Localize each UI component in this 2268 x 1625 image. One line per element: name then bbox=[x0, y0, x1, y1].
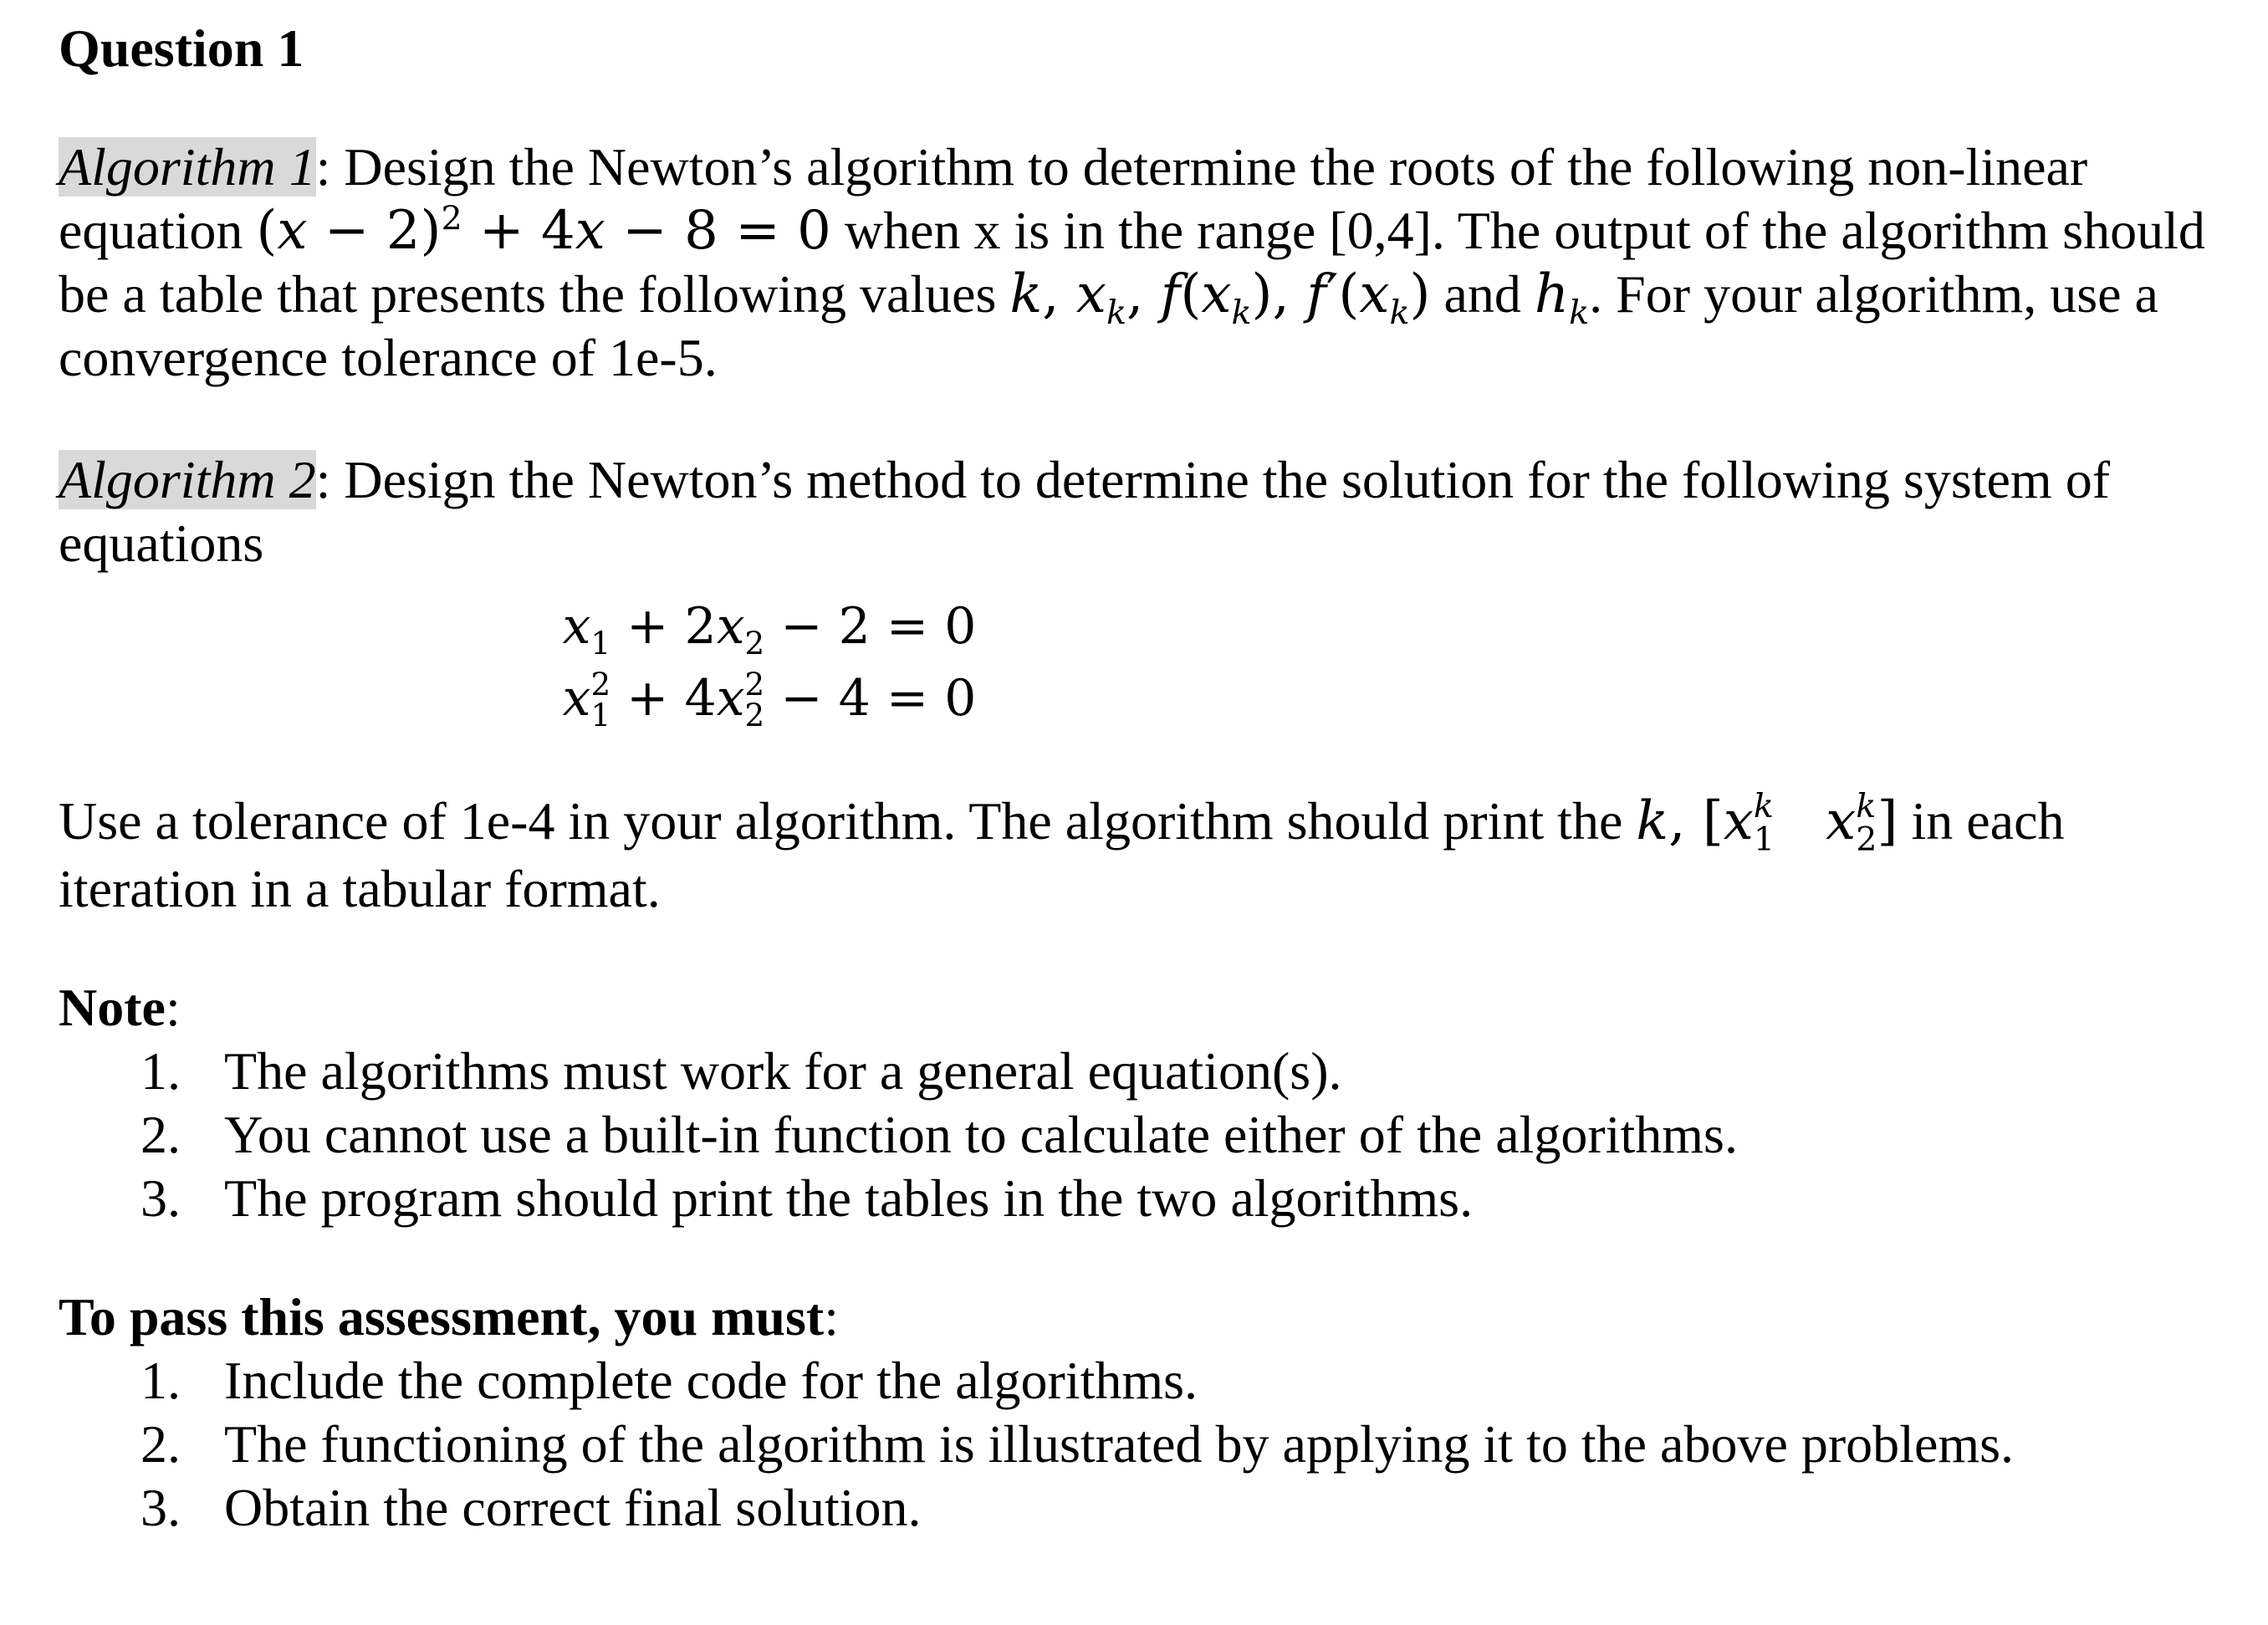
equation-2: x 2 1 + 4x 2 2 − 4 = 0 bbox=[562, 665, 977, 734]
list-item: 1. The algorithms must work for a general equation(s). bbox=[140, 1040, 1342, 1101]
equation-1: $x_1 + 2x_2 - 2 = 0$ bbox=[562, 597, 977, 662]
list-item: 2. You cannot use a built-in function to calculate either of the algorithms. bbox=[140, 1104, 1738, 1164]
note-heading: Note: bbox=[59, 977, 181, 1037]
note-list bbox=[59, 1040, 2233, 1230]
algorithm-1-text-b: when x is in the range [0,4]. The output of the algorithm should be a table that presents the following values bbox=[59, 201, 2205, 324]
list-item: 1. Include the complete code for the algorithms. bbox=[140, 1350, 1198, 1410]
algorithm-2-paragraph bbox=[59, 448, 2233, 575]
algorithm-1-text-a: : Design the Newton’s algorithm to determine the roots of the following non-linear equation bbox=[59, 137, 2088, 260]
list-item: 3. The program should print the tables in the two algorithms. bbox=[140, 1168, 1474, 1228]
pass-heading: To pass this assessment, you must: bbox=[59, 1286, 839, 1347]
iteration-vector: k, [x k 1 x k 2 ] bbox=[1636, 787, 1898, 859]
algorithm-1-text-c: . For your algorithm, use a convergence tolerance of 1e-5. bbox=[59, 264, 2158, 387]
algorithm-2-text: : Design the Newton’s method to determine the solution for the following system of equations bbox=[59, 450, 2110, 573]
algorithm-2-label: Algorithm 2 bbox=[59, 450, 316, 509]
equation-system bbox=[59, 590, 1480, 734]
tolerance-text-b: in each iteration in a tabular format. bbox=[59, 791, 2065, 918]
tolerance-paragraph bbox=[59, 787, 2233, 921]
question-title: Question 1 bbox=[59, 18, 304, 78]
tolerance-text-a: Use a tolerance of 1e-4 in your algorithm. The algorithm should print the bbox=[59, 791, 1637, 851]
algorithm-1-paragraph: Algorithm 1: Design the Newton’s algorithm to determine the roots of the following non-linear equation $(x - 2)^2 + 4x - 8 = 0$ when x is in the range [0,4]. The output of the algorithm should be a table that presents the following values k, $x_k$, $f(x_k)$, $f'(x_k)$ and $h_k$. For your algorithm, use a convergence tolerance of 1e-5. bbox=[59, 137, 2205, 387]
algorithm-1-label: Algorithm 1 bbox=[59, 137, 316, 197]
algorithm-1-values: k, $x_k$, $f(x_k)$, $f'(x_k)$ bbox=[1009, 263, 1431, 332]
algorithm-1-equation: $(x - 2)^2 + 4x - 8 = 0$ bbox=[256, 199, 831, 262]
pass-list bbox=[59, 1349, 2233, 1540]
document-page bbox=[59, 8, 2233, 1540]
list-item: 2. The functioning of the algorithm is illustrated by applying it to the above problems. bbox=[140, 1413, 2015, 1474]
list-item: 3. Obtain the correct final solution. bbox=[140, 1477, 922, 1537]
